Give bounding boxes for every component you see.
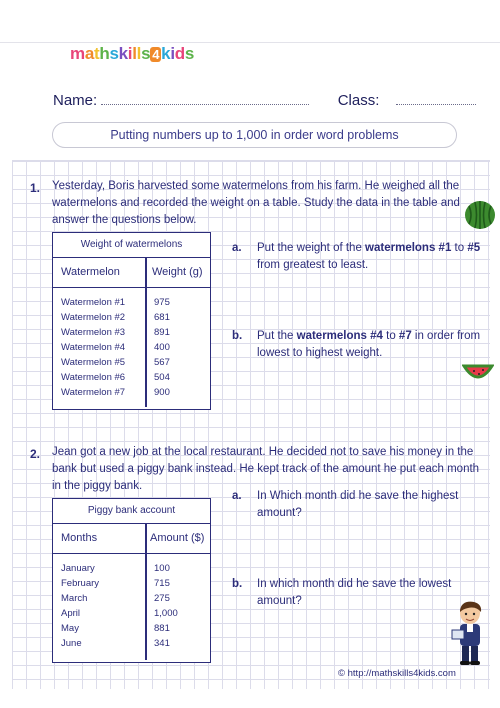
question-2-number: 2. (30, 447, 41, 461)
table-row-value: 881 (154, 623, 170, 634)
table-header (53, 523, 210, 554)
table-caption: Weight of watermelons (53, 233, 210, 258)
table-row-label: Watermelon #1 (61, 297, 126, 308)
watermelon-icon (463, 198, 497, 232)
table-row-label: Watermelon #6 (61, 372, 126, 383)
table-row-label: Watermelon #4 (61, 342, 126, 353)
table-row-value: 1,000 (154, 608, 178, 619)
col-watermelon: Watermelon (61, 266, 120, 278)
column-divider (145, 523, 147, 660)
watermelon-slice-icon (462, 362, 494, 386)
table-row-value: 400 (154, 342, 170, 353)
col-weight: Weight (g) (152, 266, 203, 278)
logo: mathskills 4 kids (70, 44, 195, 63)
name-label: Name: (53, 92, 98, 109)
q1b-label: b. (232, 330, 243, 342)
watermelon-table (52, 232, 211, 410)
class-field[interactable] (396, 92, 476, 105)
q2a-label: a. (232, 490, 242, 502)
table-row-label: January (61, 563, 95, 574)
col-months: Months (61, 532, 98, 544)
table-row-value: 341 (154, 638, 170, 649)
table-caption: Piggy bank account (53, 499, 210, 524)
table-row-label: May (61, 623, 79, 634)
column-divider (145, 257, 147, 407)
table-row-value: 891 (154, 327, 170, 338)
table-row-label: Watermelon #7 (61, 387, 126, 398)
question-2a: a. In Which month did he save the highest amount? (232, 490, 459, 519)
question-2b: b. In which month did he save the lowest amount? (232, 578, 452, 607)
q2b-label: b. (232, 578, 243, 590)
table-row-value: 100 (154, 563, 170, 574)
question-2-text: Jean got a new job at the local restaurant. He decided not to save his money in the bank but used a piggy bank instead. He kept track of the amount he put each month in the piggy bank. (52, 446, 480, 492)
table-row-label: Watermelon #3 (61, 327, 126, 338)
footer-url: © http://mathskills4kids.com (338, 668, 456, 679)
question-1b: b. Put the watermelons #4 to #7 in order from lowest to highest weight. (232, 330, 481, 359)
table-row-value: 504 (154, 372, 170, 383)
table-row-label: Watermelon #2 (61, 312, 126, 323)
name-field[interactable] (101, 92, 309, 105)
question-1a: a. Put the weight of the watermelons #1 to #5 from greatest to least. (232, 242, 481, 271)
table-row-value: 567 (154, 357, 170, 368)
worksheet-title: Putting numbers up to 1,000 in order word problems (52, 122, 457, 148)
table-row-value: 681 (154, 312, 170, 323)
table-row-label: June (61, 638, 82, 649)
table-row-value: 900 (154, 387, 170, 398)
top-divider (0, 42, 500, 43)
student-character-icon (448, 600, 492, 666)
class-label: Class: (337, 92, 380, 109)
table-row-value: 275 (154, 593, 170, 604)
question-1-text: Yesterday, Boris harvested some watermelons from his farm. He weighed all the watermelons and recorded the weight on a table. Study the data in the table and answer the questions below. (52, 180, 460, 226)
name-class-row (53, 92, 476, 109)
question-1-number: 1. (30, 181, 41, 195)
table-row-label: March (61, 593, 88, 604)
table-header (53, 257, 210, 288)
table-row-label: February (61, 578, 100, 589)
col-amount: Amount ($) (150, 532, 205, 544)
table-row-label: April (61, 608, 81, 619)
piggy-bank-table (52, 498, 211, 663)
table-row-value: 715 (154, 578, 170, 589)
q1a-label: a. (232, 242, 242, 254)
table-row-value: 975 (154, 297, 170, 308)
table-row-label: Watermelon #5 (61, 357, 126, 368)
